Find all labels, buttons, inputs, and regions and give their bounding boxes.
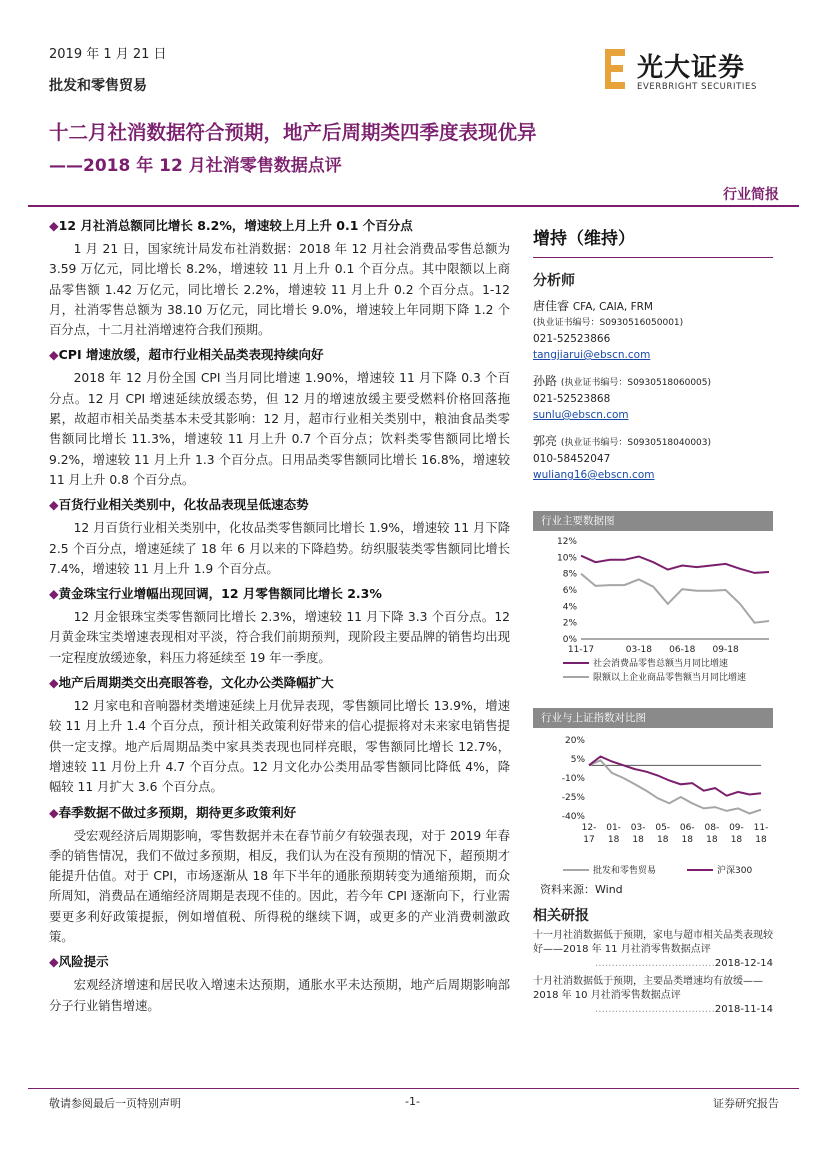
chart1-title: 行业主要数据图 [533,511,773,531]
analyst-phone: 010-58452047 [533,453,611,465]
related-item-date: 2018-12-14 [714,958,773,969]
analyst-card [533,373,773,423]
diamond-bullet-icon: ◆ [49,218,59,233]
x-tick-label: 09- [729,823,744,833]
section-heading: 黄金珠宝行业增幅出现回调，12 月零售额同比增长 2.3% [58,586,382,602]
header-divider [28,205,799,207]
diamond-bullet-icon: ◆ [49,675,59,691]
sidebar [533,224,773,483]
page-number: -1- [405,1095,420,1108]
section-heading: 地产后周期类交出亮眼答卷，文化办公类降幅扩大 [58,675,334,691]
section-body: 12 月家电和音响器材类增速延续上月优异表现，零售额同比增长 13.9%，增速较 11 月上升 1.4 个百分点，预计相关政策利好带来的信心提振将对未来家电销售提供一定支撑。地产后周期品类中家具类表现也同样亮眼，零售额同比增长 12.7%，增速较 11 月份上升 4.7 个百分点。12 月文化办公类用品零售额同比降低 4%，降幅较 11 月扩大 3.6 个百分点。 [49,699,510,795]
x-tick-label: 17 [583,835,595,845]
y-tick-label: 10% [556,553,577,564]
section [49,673,510,797]
x-tick-label: 11-17 [567,645,595,655]
x-tick-label: 06- [679,823,695,833]
y-tick-label: 5% [570,755,585,765]
company-logo [603,47,788,97]
y-tick-label: -10% [561,774,585,784]
x-tick-label: 03-18 [625,645,652,655]
section-heading: 百货行业相关类别中，化妆品表现呈低速态势 [58,497,309,513]
analyst-phone: 021-52523866 [533,333,611,345]
chart2-title: 行业与上证指数对比图 [533,708,773,728]
report-date: 2019 年 1 月 21 日 [49,47,167,62]
logo-name: 光大证券 [637,53,746,83]
analyst-email[interactable]: wuliang16@ebscn.com [533,469,655,481]
section-heading: CPI 增速放缓，超市行业相关品类表现持续向好 [58,347,324,363]
logo-mark-icon [603,49,629,89]
y-tick-label: 0% [562,635,577,645]
section [49,495,510,579]
x-tick-label: 06-18 [669,645,696,655]
y-tick-label: 4% [562,602,577,613]
chart2 [533,730,773,878]
y-tick-label: 2% [562,618,577,629]
report-title: 十二月社消数据符合预期，地产后周期类四季度表现优异 [49,121,537,144]
x-tick-label: 08- [704,823,720,833]
x-tick-label: 18 [730,835,743,845]
y-tick-label: -25% [561,793,585,803]
y-tick-label: 6% [562,586,577,596]
analyst-email[interactable]: sunlu@ebscn.com [533,409,629,421]
related-item-date: 2018-11-14 [714,1004,773,1015]
y-tick-label: -40% [561,812,585,822]
section-body: 宏观经济增速和居民收入增速未达预期，通胀水平未达预期，地产后周期影响部分子行业销售增速。 [49,978,510,1013]
x-tick-label: 18 [681,835,694,845]
analyst-name: 唐佳睿 [533,299,570,313]
x-tick-label: 12- [581,823,597,833]
x-tick-label: 18 [755,835,767,845]
analyst-cert: (执业证书编号：S0930516050001) [533,318,684,328]
diamond-bullet-icon: ◆ [49,586,59,602]
series-line [581,556,769,573]
y-tick-label: 12% [556,537,577,547]
analyst-card [533,298,773,363]
report-type: 行业简报 [723,187,779,203]
analyst-credentials: CFA, CAIA, FRM [572,301,653,313]
related-item-title[interactable]: 十一月社消数据低于预期，家电与超市相关品类表现较好——2018 年 11 月社消零售数据点评 [533,930,773,955]
section [49,584,510,668]
analyst-cert: (执业证书编号：S0930518040003) [560,438,712,448]
x-tick-label: 01- [606,823,621,833]
y-tick-label: 8% [562,569,577,580]
section [49,952,510,1016]
rating: 增持（维持） [533,229,635,249]
diamond-bullet-icon: ◆ [49,497,59,513]
footer-divider [28,1088,799,1089]
x-tick-label: 18 [706,835,718,845]
x-tick-label: 18 [656,835,669,845]
related-research: 相关研报 十一月社消数据低于预期，家电与超市相关品类表现较好——2018 年 11 月社消零售数据点评 ………………………………2018-12-14 十月社消数据低于预期，主要品类增速均有放缓——2018 年 10 月社消零售数据点评 ………………………………2018-11-14 [533,905,773,1021]
section [49,803,510,948]
analyst-phone: 021-52523868 [533,393,611,405]
series-line [581,574,769,623]
analyst-card [533,433,773,483]
sector-label: 批发和零售贸易 [49,78,147,94]
x-tick-label: 03- [630,823,646,833]
sidebar-divider [533,257,773,258]
analyst-name: 郭亮 [533,434,558,448]
x-tick-label: 05- [655,823,671,833]
series-line [589,757,761,796]
legend-label: 限额以上企业商品零售额当月同比增速 [593,673,747,683]
section-body: 12 月百货行业相关类别中，化妆品类零售额同比增长 1.9%，增速较 11 月下降 2.5 个百分点，增速延续了 18 年 6 月以来的下降趋势。纺织服装类零售额同比增长 7.4%，增速较 11 月上升 1.9 个百分点。 [49,521,510,576]
footer-report-kind: 证券研究报告 [713,1097,779,1110]
analyst-email[interactable]: tangjiarui@ebscn.com [533,349,651,361]
section [49,345,510,490]
section-body: 2018 年 12 月份全国 CPI 当月同比增速 1.90%，增速较 11 月下降 0.3 个百分点。12 月 CPI 增速延续放缓态势，但 12 月的增速放缓主要受燃料价格回落拖累，故超市相关品类基本未受其影响：12 月，超市行业相关类别中，粮油食品类零售额同比增长 11.3%，增速较 11 月上升 0.7 个百分点；饮料类零售额同比增长 9.2%，增速较 11 月上升 1.3 个百分点。日用品类零售额同比增长 16.8%，增速较 11 月上升 0.8 个百分点。 [49,371,510,487]
diamond-bullet-icon: ◆ [49,954,59,970]
analyst-heading: 分析师 [533,273,575,289]
x-tick-label: 11- [753,823,769,833]
main-body [49,216,510,1021]
related-heading: 相关研报 [533,908,589,924]
y-tick-label: 20% [564,736,585,746]
report-subtitle: ——2018 年 12 月社消零售数据点评 [49,156,342,176]
section-heading: 风险提示 [58,954,109,970]
section-body: 12 月金银珠宝类零售额同比增长 2.3%，增速较 11 月下降 3.3 个百分点。12 月黄金珠宝类增速表现相对平淡，符合我们前期预判，现阶段主要品牌的销售均出现一定程度放缓迹象，料压力将延续至 19 年一季度。 [49,610,510,665]
section-heading: 春季数据不做过多预期，期待更多政策利好 [58,804,297,820]
diamond-bullet-icon: ◆ [49,804,59,820]
analyst-name: 孙路 [533,374,558,388]
series-line [589,760,761,813]
section-body: 1 月 21 日，国家统计局发布社消数据：2018 年 12 月社会消费品零售总额为 3.59 万亿元，同比增长 8.2%，增速较 11 月上升 0.1 个百分点。其中限额以上商品零售额 1.42 万亿元，同比增长 2.2%，增速较 11 月上升 0.2 个百分点。1-12 月，社消零售总额为 38.10 万亿元，同比增长 9.0%，增速较上年同期下降 1.2 个百分点，十二月社消增速符合我们预期。 [49,242,510,338]
section [49,216,510,340]
x-tick-label: 18 [607,835,620,845]
legend-label: 沪深300 [717,866,753,876]
legend-label: 批发和零售贸易 [593,866,657,876]
section-heading: 12 月社消总额同比增长 8.2%，增速较上月上升 0.1 个百分点 [58,218,413,233]
section-body: 受宏观经济后周期影响，零售数据并未在春节前夕有较强表现，对于 2019 年春季的销售情况，我们不做过多预期，相反，我们认为在没有预期的情况下，超预期才能提升估值。对于 CPI，市场逐渐从 18 年下半年的通胀预期转变为通缩预期，而众所周知，消费品在通缩经济周期是表现不佳的。因此，若今年 CPI 逐渐向下，行业需要更多利好政策提振，例如增值税、所得税的继续下调，或更多的产业消费刺激政策。 [49,828,510,945]
diamond-bullet-icon: ◆ [49,347,59,363]
logo-english: EVERBRIGHT SECURITIES [637,82,757,92]
footer-disclaimer: 敬请参阅最后一页特别声明 [49,1097,181,1110]
chart-source: 资料来源：Wind [540,883,623,896]
legend-label: 社会消费品零售总额当月同比增速 [593,659,729,669]
related-item-title[interactable]: 十月社消数据低于预期，主要品类增速均有放缓——2018 年 10 月社消零售数据点评 [533,976,763,1001]
x-tick-label: 18 [632,835,644,845]
chart1 [533,533,773,693]
x-tick-label: 09-18 [712,645,739,655]
analyst-cert: (执业证书编号：S0930518060005) [560,378,712,388]
